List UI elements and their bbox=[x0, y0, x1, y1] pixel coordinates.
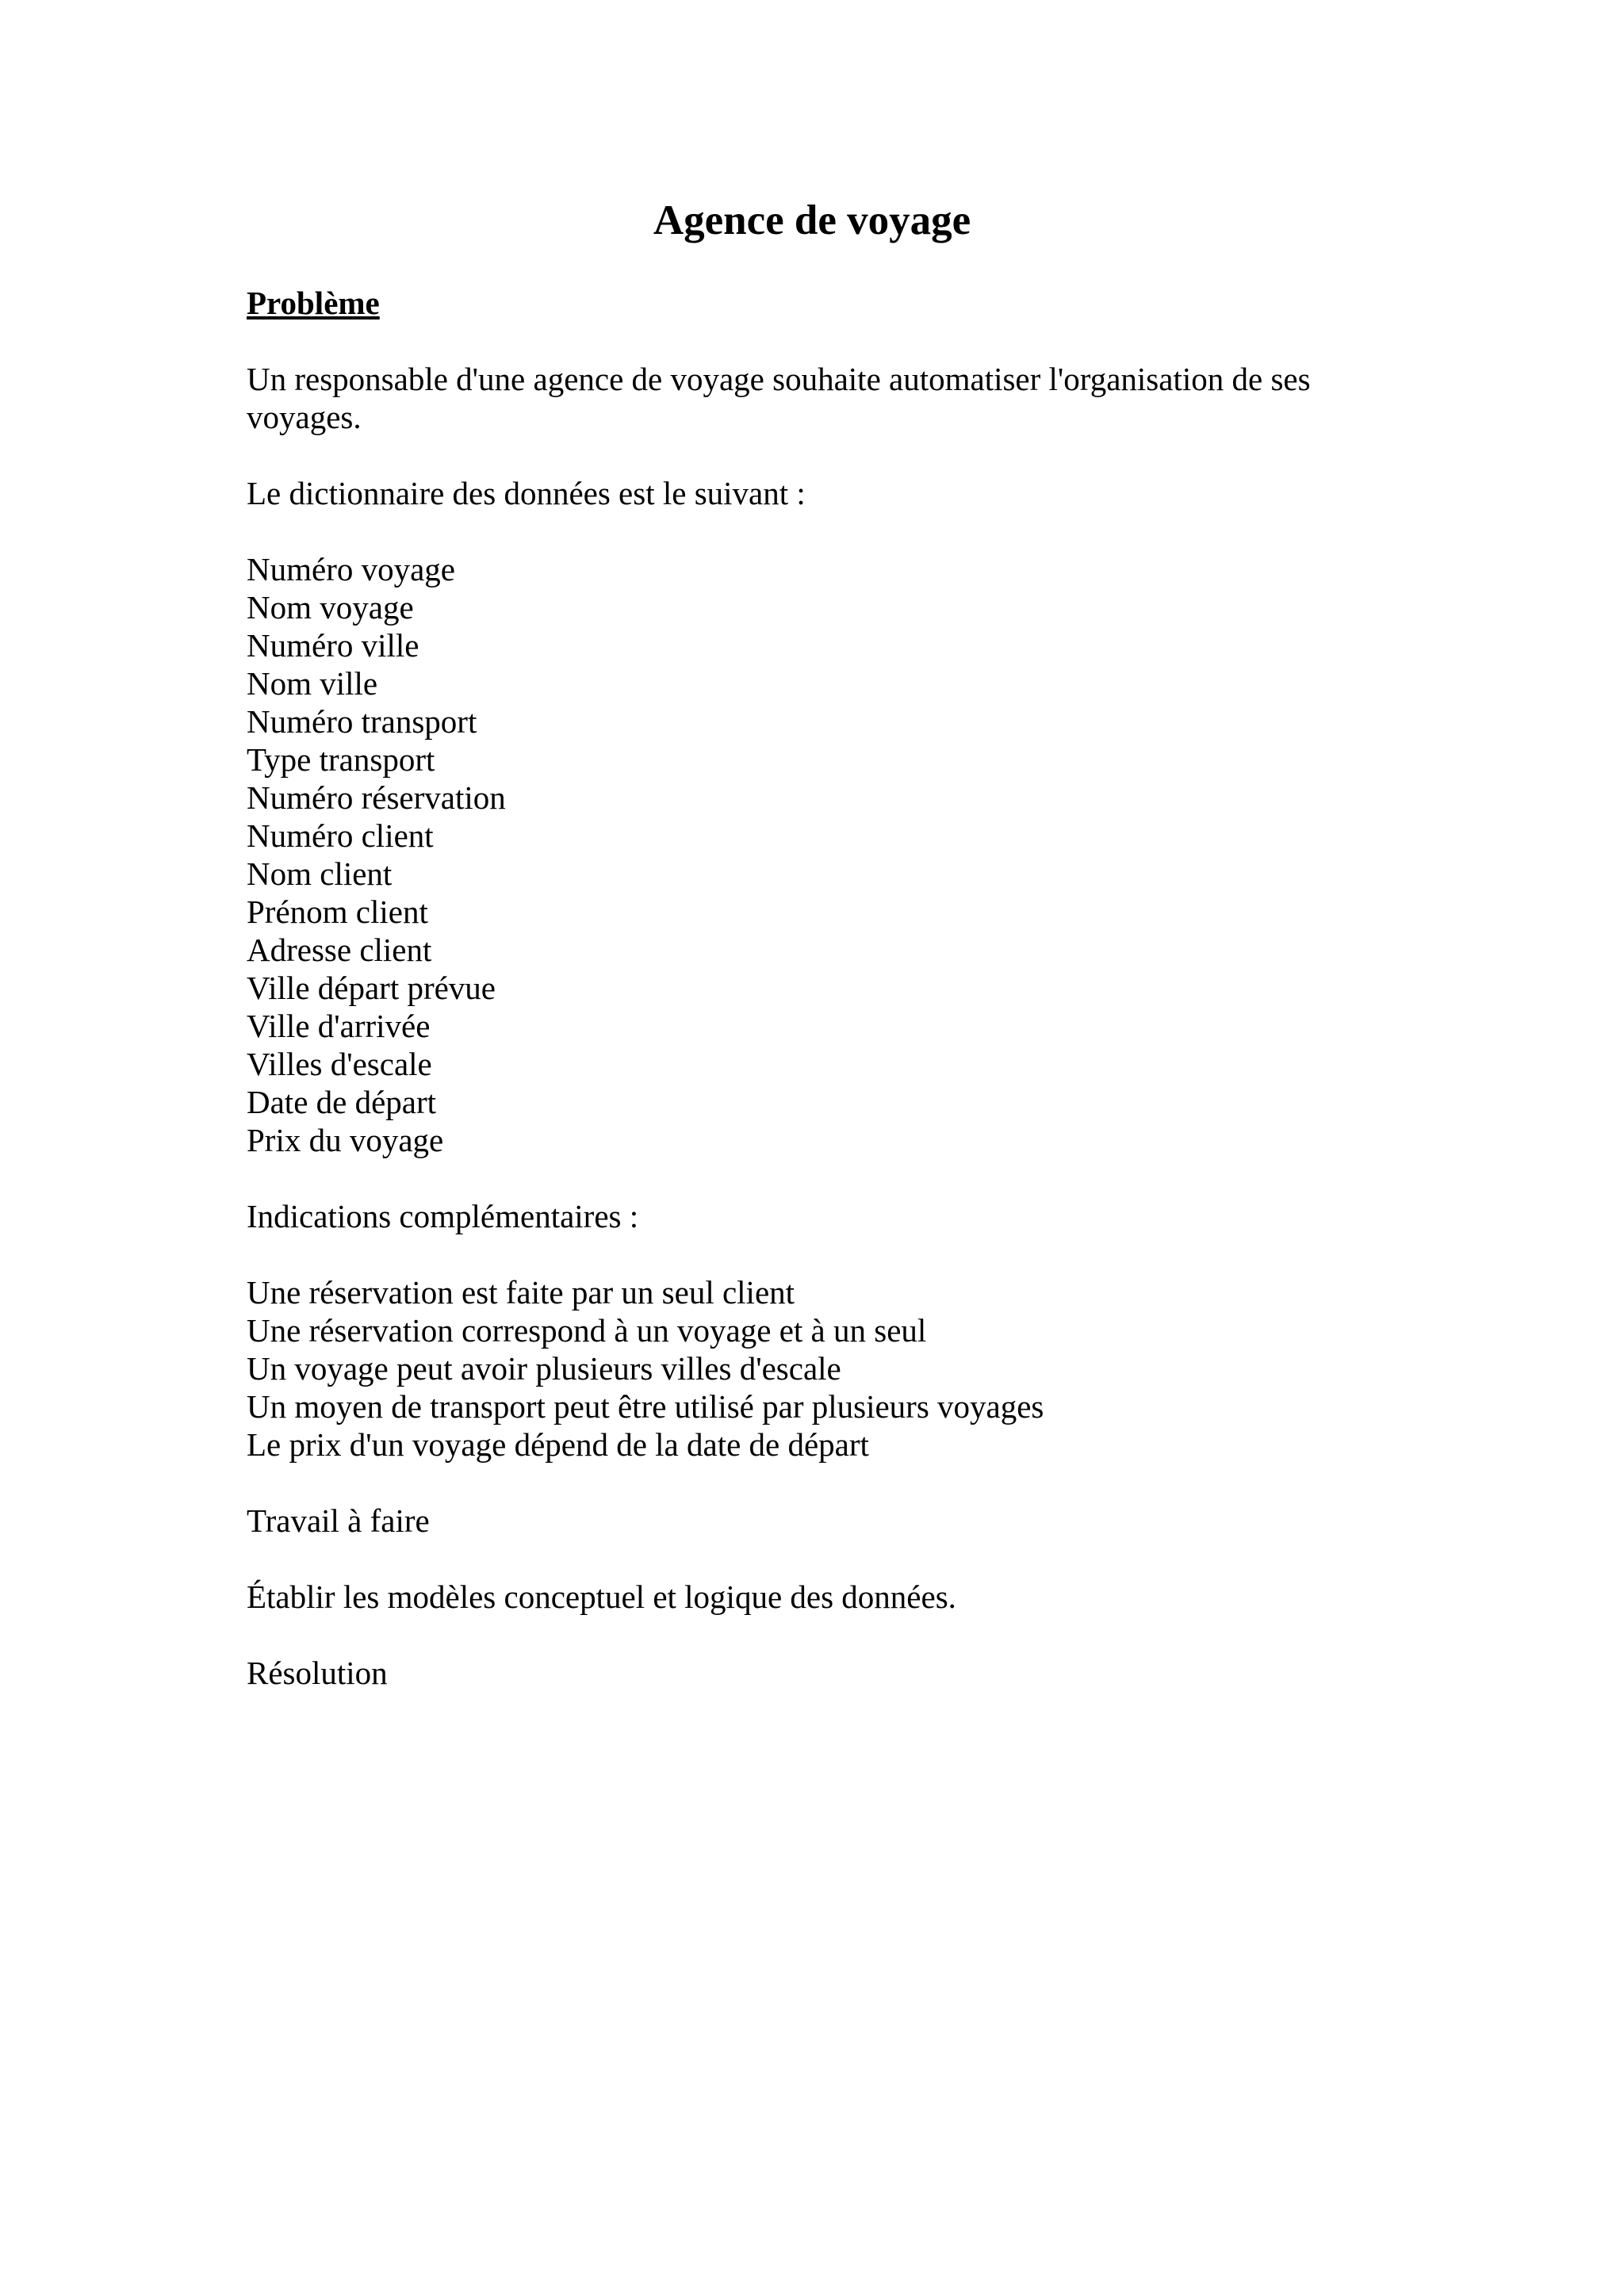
indications-heading: Indications complémentaires : bbox=[247, 1198, 639, 1234]
problem-heading: Problème bbox=[247, 285, 380, 321]
dictionary-item: Numéro client bbox=[247, 817, 434, 854]
indication-item: Une réservation correspond à un voyage et à un seul bbox=[247, 1312, 927, 1349]
dictionary-item: Nom voyage bbox=[247, 589, 414, 626]
indications-list bbox=[247, 1273, 1388, 1464]
dictionary-item: Prix du voyage bbox=[247, 1122, 444, 1158]
intro-paragraph: Un responsable d'une agence de voyage souhaite automatiser l'organisation de ses voyages. bbox=[247, 361, 1311, 435]
dictionary-item: Type transport bbox=[247, 741, 435, 778]
dictionary-item: Numéro réservation bbox=[247, 779, 506, 816]
work-text: Établir les modèles conceptuel et logique des données. bbox=[247, 1578, 956, 1615]
resolution-heading: Résolution bbox=[247, 1655, 388, 1691]
indication-item: Une réservation est faite par un seul client bbox=[247, 1274, 795, 1311]
dictionary-item: Nom client bbox=[247, 855, 393, 892]
dictionary-item: Numéro ville bbox=[247, 627, 419, 664]
document-title: Agence de voyage bbox=[653, 197, 971, 243]
dictionary-item: Ville d'arrivée bbox=[247, 1008, 431, 1044]
indication-item: Le prix d'un voyage dépend de la date de départ bbox=[247, 1426, 869, 1463]
dictionary-item: Villes d'escale bbox=[247, 1046, 432, 1082]
dictionary-item: Adresse client bbox=[247, 932, 432, 968]
dictionary-item: Ville départ prévue bbox=[247, 970, 496, 1006]
indication-item: Un moyen de transport peut être utilisé par plusieurs voyages bbox=[247, 1388, 1044, 1425]
dictionary-item: Numéro voyage bbox=[247, 551, 455, 587]
work-heading: Travail à faire bbox=[247, 1502, 430, 1539]
dictionary-item: Date de départ bbox=[247, 1084, 437, 1120]
dictionary-item: Prénom client bbox=[247, 894, 428, 930]
dictionary-intro: Le dictionnaire des données est le suivant : bbox=[247, 475, 806, 511]
dictionary-item: Numéro transport bbox=[247, 703, 477, 740]
dictionary-list bbox=[247, 550, 1388, 1159]
dictionary-item: Nom ville bbox=[247, 665, 378, 702]
document-body bbox=[247, 284, 1388, 1692]
indication-item: Un voyage peut avoir plusieurs villes d'escale bbox=[247, 1350, 841, 1387]
